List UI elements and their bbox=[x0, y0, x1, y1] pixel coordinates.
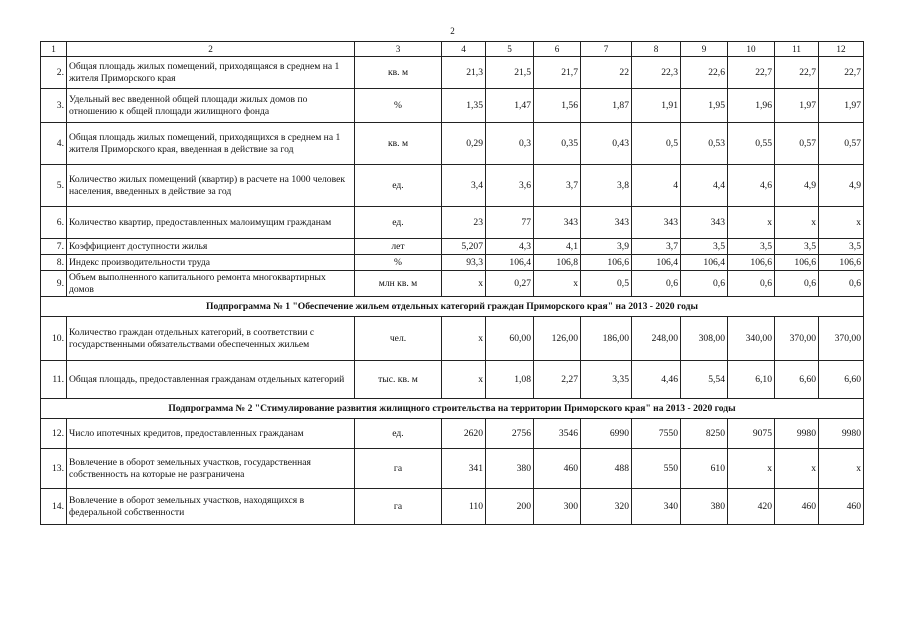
column-number-row bbox=[41, 42, 864, 57]
value-cell: 110 bbox=[442, 489, 486, 525]
value-cell: 6,60 bbox=[775, 361, 819, 399]
value-cell: 460 bbox=[534, 449, 581, 489]
value-cell: 1,97 bbox=[775, 89, 819, 123]
value-cell: 300 bbox=[534, 489, 581, 525]
value-cell: 106,8 bbox=[534, 255, 581, 271]
value-cell: х bbox=[775, 207, 819, 239]
value-cell: х bbox=[775, 449, 819, 489]
value-cell: 340,00 bbox=[728, 317, 775, 361]
column-number: 10 bbox=[728, 42, 775, 57]
unit: ед. bbox=[355, 419, 442, 449]
unit: ед. bbox=[355, 165, 442, 207]
value-cell: 320 bbox=[581, 489, 632, 525]
value-cell: х bbox=[442, 361, 486, 399]
value-cell: 343 bbox=[534, 207, 581, 239]
value-cell: 3,8 bbox=[581, 165, 632, 207]
unit: млн кв. м bbox=[355, 271, 442, 297]
value-cell: 1,95 bbox=[681, 89, 728, 123]
value-cell: 5,54 bbox=[681, 361, 728, 399]
value-cell: 3,4 bbox=[442, 165, 486, 207]
column-number: 12 bbox=[819, 42, 864, 57]
value-cell: 7550 bbox=[632, 419, 681, 449]
value-cell: 4 bbox=[632, 165, 681, 207]
table-row bbox=[41, 239, 864, 255]
column-number: 1 bbox=[41, 42, 67, 57]
value-cell: 0,5 bbox=[632, 123, 681, 165]
column-number: 4 bbox=[442, 42, 486, 57]
indicator-name: Количество квартир, предоставленных малоимущим гражданам bbox=[67, 207, 355, 239]
row-number: 4. bbox=[41, 123, 67, 165]
value-cell: х bbox=[534, 271, 581, 297]
table-row bbox=[41, 271, 864, 297]
value-cell: 106,4 bbox=[681, 255, 728, 271]
value-cell: 1,87 bbox=[581, 89, 632, 123]
unit: тыс. кв. м bbox=[355, 361, 442, 399]
subprogram-1-row bbox=[41, 297, 864, 317]
value-cell: 0,27 bbox=[486, 271, 534, 297]
section-title: Подпрограмма № 2 "Стимулирование развития жилищного строительства на территории Приморского края" на 2013 - 2020 годы bbox=[41, 399, 864, 419]
value-cell: 2756 bbox=[486, 419, 534, 449]
value-cell: 3,5 bbox=[819, 239, 864, 255]
value-cell: 8250 bbox=[681, 419, 728, 449]
value-cell: 308,00 bbox=[681, 317, 728, 361]
value-cell: 3,9 bbox=[581, 239, 632, 255]
table-row bbox=[41, 165, 864, 207]
indicator-name: Вовлечение в оборот земельных участков, государственная собственность на которые не разграничена bbox=[67, 449, 355, 489]
indicator-name: Число ипотечных кредитов, предоставленных гражданам bbox=[67, 419, 355, 449]
value-cell: 9980 bbox=[775, 419, 819, 449]
indicator-name: Коэффициент доступности жилья bbox=[67, 239, 355, 255]
value-cell: 1,91 bbox=[632, 89, 681, 123]
value-cell: 0,6 bbox=[775, 271, 819, 297]
value-cell: 4,4 bbox=[681, 165, 728, 207]
section-title: Подпрограмма № 1 "Обеспечение жильем отдельных категорий граждан Приморского края" на 2013 - 2020 годы bbox=[41, 297, 864, 317]
value-cell: 4,6 bbox=[728, 165, 775, 207]
value-cell: х bbox=[819, 207, 864, 239]
value-cell: 23 bbox=[442, 207, 486, 239]
unit: % bbox=[355, 255, 442, 271]
row-number: 13. bbox=[41, 449, 67, 489]
value-cell: 370,00 bbox=[775, 317, 819, 361]
table-row bbox=[41, 89, 864, 123]
subprogram-2-row bbox=[41, 399, 864, 419]
row-number: 12. bbox=[41, 419, 67, 449]
value-cell: 0,35 bbox=[534, 123, 581, 165]
row-number: 11. bbox=[41, 361, 67, 399]
value-cell: 0,29 bbox=[442, 123, 486, 165]
row-number: 2. bbox=[41, 57, 67, 89]
value-cell: 1,08 bbox=[486, 361, 534, 399]
indicator-name: Количество граждан отдельных категорий, в соответствии с государственными обязательствами обеспеченных жильем bbox=[67, 317, 355, 361]
value-cell: 248,00 bbox=[632, 317, 681, 361]
row-number: 7. bbox=[41, 239, 67, 255]
value-cell: 22,7 bbox=[728, 57, 775, 89]
value-cell: 186,00 bbox=[581, 317, 632, 361]
value-cell: 77 bbox=[486, 207, 534, 239]
unit: га bbox=[355, 489, 442, 525]
value-cell: 93,3 bbox=[442, 255, 486, 271]
value-cell: 4,9 bbox=[775, 165, 819, 207]
value-cell: 21,3 bbox=[442, 57, 486, 89]
table-row bbox=[41, 207, 864, 239]
indicator-name: Общая площадь жилых помещений, приходящихся в среднем на 1 жителя Приморского края, введенная в действие за год bbox=[67, 123, 355, 165]
value-cell: х bbox=[442, 317, 486, 361]
value-cell: 420 bbox=[728, 489, 775, 525]
column-number: 2 bbox=[67, 42, 355, 57]
value-cell: 22,7 bbox=[775, 57, 819, 89]
value-cell: 9075 bbox=[728, 419, 775, 449]
value-cell: 341 bbox=[442, 449, 486, 489]
column-number: 6 bbox=[534, 42, 581, 57]
row-number: 10. bbox=[41, 317, 67, 361]
value-cell: 0,43 bbox=[581, 123, 632, 165]
value-cell: 22,6 bbox=[681, 57, 728, 89]
value-cell: 610 bbox=[681, 449, 728, 489]
table-body bbox=[41, 42, 864, 525]
value-cell: 0,6 bbox=[728, 271, 775, 297]
value-cell: 0,6 bbox=[632, 271, 681, 297]
unit: % bbox=[355, 89, 442, 123]
unit: ед. bbox=[355, 207, 442, 239]
value-cell: 3,7 bbox=[632, 239, 681, 255]
unit: кв. м bbox=[355, 123, 442, 165]
value-cell: 3,5 bbox=[775, 239, 819, 255]
value-cell: 0,57 bbox=[775, 123, 819, 165]
value-cell: 0,57 bbox=[819, 123, 864, 165]
table-row bbox=[41, 419, 864, 449]
value-cell: 0,53 bbox=[681, 123, 728, 165]
indicator-name: Объем выполненного капитального ремонта многоквартирных домов bbox=[67, 271, 355, 297]
value-cell: 2,27 bbox=[534, 361, 581, 399]
value-cell: 5,207 bbox=[442, 239, 486, 255]
indicator-name: Количество жилых помещений (квартир) в расчете на 1000 человек населения, введенных в действие за год bbox=[67, 165, 355, 207]
column-number: 5 bbox=[486, 42, 534, 57]
value-cell: 4,1 bbox=[534, 239, 581, 255]
value-cell: 1,35 bbox=[442, 89, 486, 123]
value-cell: 0,5 bbox=[581, 271, 632, 297]
indicator-name: Удельный вес введенной общей площади жилых домов по отношению к общей площади жилищного фонда bbox=[67, 89, 355, 123]
value-cell: 106,6 bbox=[819, 255, 864, 271]
value-cell: 22,3 bbox=[632, 57, 681, 89]
value-cell: 106,6 bbox=[728, 255, 775, 271]
row-number: 9. bbox=[41, 271, 67, 297]
table-row bbox=[41, 489, 864, 525]
row-number: 5. bbox=[41, 165, 67, 207]
table-row bbox=[41, 449, 864, 489]
value-cell: 4,3 bbox=[486, 239, 534, 255]
value-cell: 343 bbox=[681, 207, 728, 239]
value-cell: 21,7 bbox=[534, 57, 581, 89]
unit: га bbox=[355, 449, 442, 489]
indicator-name: Общая площадь жилых помещений, приходящаяся в среднем на 1 жителя Приморского края bbox=[67, 57, 355, 89]
column-number: 11 bbox=[775, 42, 819, 57]
value-cell: 6990 bbox=[581, 419, 632, 449]
value-cell: 3,7 bbox=[534, 165, 581, 207]
page-number: 2 bbox=[450, 26, 455, 36]
unit: чел. bbox=[355, 317, 442, 361]
value-cell: 6,60 bbox=[819, 361, 864, 399]
table-row bbox=[41, 317, 864, 361]
indicator-name: Индекс производительности труда bbox=[67, 255, 355, 271]
value-cell: 1,56 bbox=[534, 89, 581, 123]
value-cell: 3,6 bbox=[486, 165, 534, 207]
value-cell: 3,35 bbox=[581, 361, 632, 399]
table-row bbox=[41, 123, 864, 165]
value-cell: 1,97 bbox=[819, 89, 864, 123]
value-cell: 343 bbox=[581, 207, 632, 239]
value-cell: 0,6 bbox=[681, 271, 728, 297]
value-cell: 488 bbox=[581, 449, 632, 489]
indicator-name: Общая площадь, предоставленная гражданам отдельных категорий bbox=[67, 361, 355, 399]
value-cell: 0,55 bbox=[728, 123, 775, 165]
value-cell: 460 bbox=[819, 489, 864, 525]
table-row bbox=[41, 255, 864, 271]
value-cell: 343 bbox=[632, 207, 681, 239]
value-cell: х bbox=[819, 449, 864, 489]
value-cell: 0,6 bbox=[819, 271, 864, 297]
value-cell: 106,4 bbox=[486, 255, 534, 271]
row-number: 3. bbox=[41, 89, 67, 123]
value-cell: 1,47 bbox=[486, 89, 534, 123]
value-cell: 380 bbox=[681, 489, 728, 525]
value-cell: 21,5 bbox=[486, 57, 534, 89]
value-cell: 126,00 bbox=[534, 317, 581, 361]
column-number: 7 bbox=[581, 42, 632, 57]
value-cell: х bbox=[442, 271, 486, 297]
table-row bbox=[41, 361, 864, 399]
table-row bbox=[41, 57, 864, 89]
value-cell: 2620 bbox=[442, 419, 486, 449]
unit: кв. м bbox=[355, 57, 442, 89]
value-cell: 550 bbox=[632, 449, 681, 489]
column-number: 3 bbox=[355, 42, 442, 57]
row-number: 14. bbox=[41, 489, 67, 525]
value-cell: 3,5 bbox=[728, 239, 775, 255]
value-cell: 106,4 bbox=[632, 255, 681, 271]
value-cell: 9980 bbox=[819, 419, 864, 449]
value-cell: 60,00 bbox=[486, 317, 534, 361]
value-cell: 1,96 bbox=[728, 89, 775, 123]
unit: лет bbox=[355, 239, 442, 255]
column-number: 8 bbox=[632, 42, 681, 57]
value-cell: 380 bbox=[486, 449, 534, 489]
value-cell: 4,46 bbox=[632, 361, 681, 399]
row-number: 8. bbox=[41, 255, 67, 271]
value-cell: 0,3 bbox=[486, 123, 534, 165]
indicator-name: Вовлечение в оборот земельных участков, находящихся в федеральной собственности bbox=[67, 489, 355, 525]
value-cell: 3546 bbox=[534, 419, 581, 449]
value-cell: 4,9 bbox=[819, 165, 864, 207]
value-cell: 3,5 bbox=[681, 239, 728, 255]
value-cell: 22,7 bbox=[819, 57, 864, 89]
value-cell: 106,6 bbox=[775, 255, 819, 271]
row-number: 6. bbox=[41, 207, 67, 239]
value-cell: х bbox=[728, 449, 775, 489]
value-cell: 106,6 bbox=[581, 255, 632, 271]
value-cell: 370,00 bbox=[819, 317, 864, 361]
value-cell: 340 bbox=[632, 489, 681, 525]
column-number: 9 bbox=[681, 42, 728, 57]
value-cell: 460 bbox=[775, 489, 819, 525]
value-cell: 6,10 bbox=[728, 361, 775, 399]
value-cell: 22 bbox=[581, 57, 632, 89]
indicators-table bbox=[40, 41, 864, 525]
value-cell: 200 bbox=[486, 489, 534, 525]
value-cell: х bbox=[728, 207, 775, 239]
